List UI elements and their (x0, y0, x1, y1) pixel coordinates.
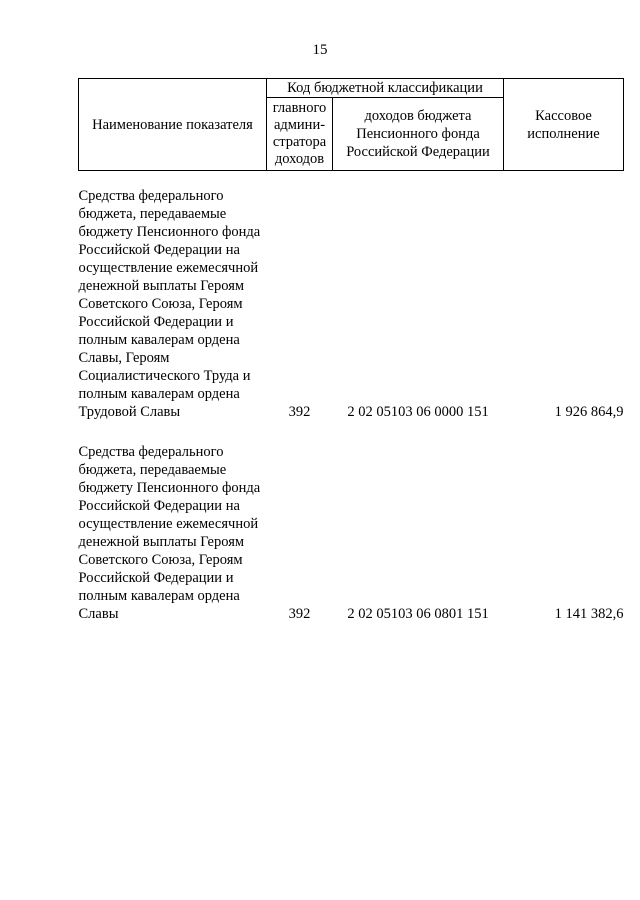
row-name: Средства федерального бюджета, передаваемые бюджету Пенсионного фонда Российской Федерации на осуществление ежемесячной денежной выплаты Героям Советского Союза, Героям Российской Федерации и полным кавалерам ордена Славы (78, 444, 261, 622)
page-number: 15 (312, 42, 328, 58)
header-execution: Кассовое исполнение (504, 79, 624, 171)
row-admin-code: 392 (288, 404, 311, 420)
table-row (79, 187, 624, 421)
row-admin-code: 392 (288, 606, 311, 622)
header-admin: главного админи-стратора доходов (267, 98, 333, 171)
header-income: доходов бюджета Пенсионного фонда Российской Федерации (333, 98, 504, 171)
budget-table (78, 78, 624, 623)
row-classification-code: 2 02 05103 06 0801 151 (347, 606, 489, 622)
row-amount: 1 926 864,9 (554, 404, 624, 420)
row-name: Средства федерального бюджета, передаваемые бюджету Пенсионного фонда Российской Федерации на осуществление ежемесячной денежной выплаты Героям Советского Союза, Героям Российской Федерации и полным кавалерам ордена Славы, Героям Социалистического Труда и полным кавалерам ордена Трудовой Славы (78, 188, 261, 420)
table-row (79, 443, 624, 623)
row-classification-code: 2 02 05103 06 0000 151 (347, 404, 489, 420)
header-name: Наименование показателя (79, 79, 267, 171)
header-budget-classification: Код бюджетной классификации (267, 79, 504, 98)
row-amount: 1 141 382,6 (554, 606, 624, 622)
